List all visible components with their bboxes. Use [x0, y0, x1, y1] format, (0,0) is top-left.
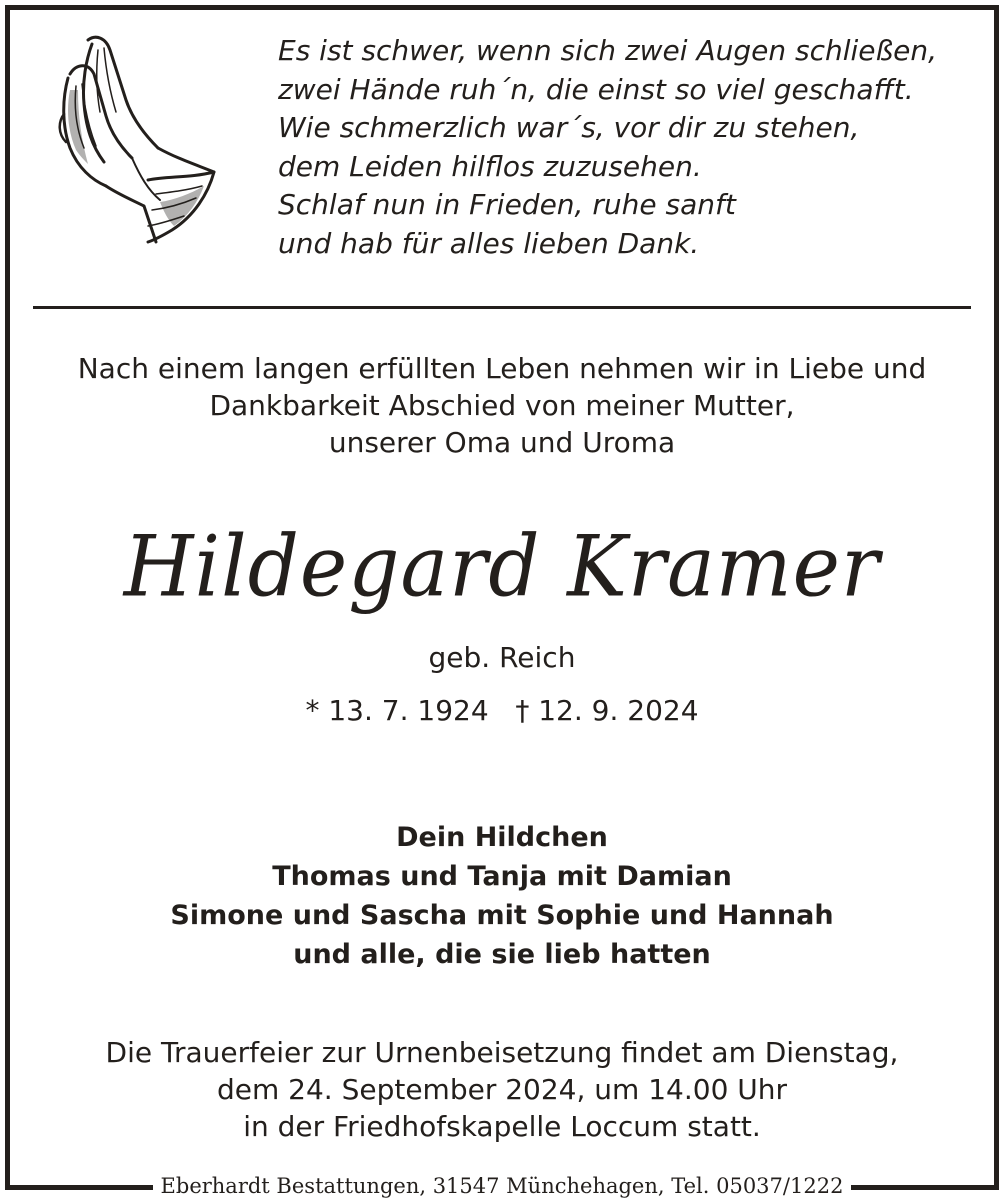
service-line: dem 24. September 2024, um 14.00 Uhr — [216, 1073, 788, 1106]
funeral-home-info: Eberhardt Bestattungen, 31547 Münchehagen, Tel. 05037/1222 — [153, 1172, 852, 1200]
poem-line: und hab für alles lieben Dank. — [278, 226, 700, 260]
praying-hands-icon — [48, 30, 226, 250]
poem-line: dem Leiden hilflos zuzusehen. — [278, 149, 702, 183]
mourner-line: Simone und Sascha mit Sophie und Hannah — [170, 900, 834, 931]
service-line: in der Friedhofskapelle Loccum statt. — [243, 1110, 761, 1143]
intro-line: Dankbarkeit Abschied von meiner Mutter, — [209, 389, 795, 422]
poem — [278, 32, 978, 263]
intro-line: unserer Oma und Uroma — [328, 426, 676, 459]
mourner-line: Dein Hildchen — [396, 822, 608, 853]
divider — [33, 306, 971, 309]
poem-line: Wie schmerzlich war´s, vor dir zu stehen, — [278, 111, 860, 144]
poem-line: Es ist schwer, wenn sich zwei Augen schließen, — [278, 34, 938, 67]
mourner-line: und alle, die sie lieb hatten — [293, 939, 711, 970]
mourner-line: Thomas und Tanja mit Damian — [272, 861, 732, 892]
intro-text — [0, 350, 1004, 461]
poem-line: zwei Hände ruh´n, die einst so viel geschafft. — [278, 72, 914, 106]
maiden-name: geb. Reich — [428, 641, 576, 674]
footer — [0, 1172, 1004, 1200]
service-line: Die Trauerfeier zur Urnenbeisetzung findet am Dienstag, — [105, 1036, 899, 1069]
intro-line: Nach einem langen erfüllten Leben nehmen wir in Liebe und — [77, 352, 927, 385]
mourners-list — [0, 818, 1004, 974]
deceased-name: Hildegard Kramer — [123, 517, 881, 616]
poem-line: Schlaf nun in Frieden, ruhe sanft — [278, 188, 736, 221]
life-dates: * 13. 7. 1924 † 12. 9. 2024 — [305, 694, 699, 727]
service-info — [0, 1034, 1004, 1145]
